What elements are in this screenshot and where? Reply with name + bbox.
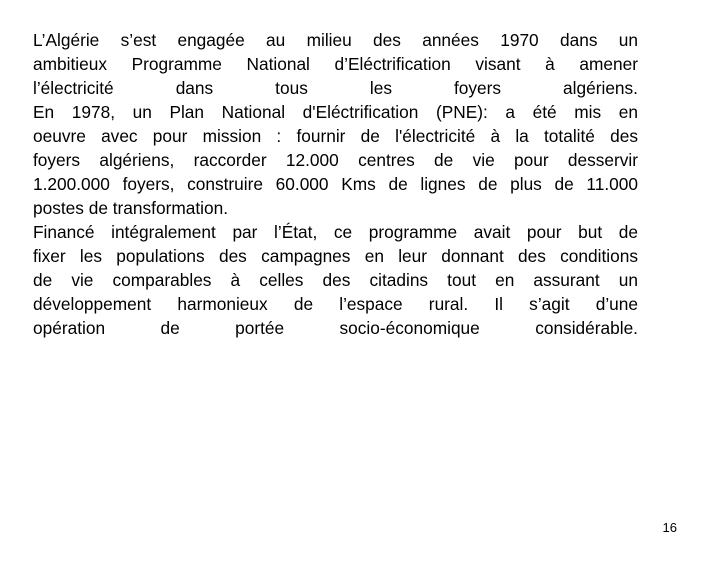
text-line: postes de transformation. bbox=[33, 198, 228, 218]
text-line: fixer les populations des campagnes en leur donnant des conditions bbox=[33, 246, 638, 266]
text-line: 1.200.000 foyers, construire 60.000 Kms de lignes de plus de 11.000 bbox=[33, 174, 638, 194]
text-line: Financé intégralement par l’État, ce programme avait pour but de bbox=[33, 222, 638, 242]
body-text bbox=[33, 28, 638, 340]
text-line: oeuvre avec pour mission : fournir de l'électricité à la totalité des bbox=[33, 126, 638, 146]
page-number: 16 bbox=[662, 520, 677, 535]
text-line: En 1978, un Plan National d'Eléctrification (PNE): a été mis en bbox=[33, 102, 638, 122]
text-line: opération de portée socio-économique considérable. bbox=[33, 318, 638, 338]
text-line: ambitieux Programme National d’Eléctrification visant à amener bbox=[33, 54, 638, 74]
text-line: foyers algériens, raccorder 12.000 centres de vie pour desservir bbox=[33, 150, 638, 170]
text-line: l’électricité dans tous les foyers algériens. bbox=[33, 78, 638, 98]
text-line: de vie comparables à celles des citadins tout en assurant un bbox=[33, 270, 638, 290]
text-line: L’Algérie s’est engagée au milieu des années 1970 dans un bbox=[33, 30, 638, 50]
text-line: développement harmonieux de l’espace rural. Il s’agit d’une bbox=[33, 294, 638, 314]
